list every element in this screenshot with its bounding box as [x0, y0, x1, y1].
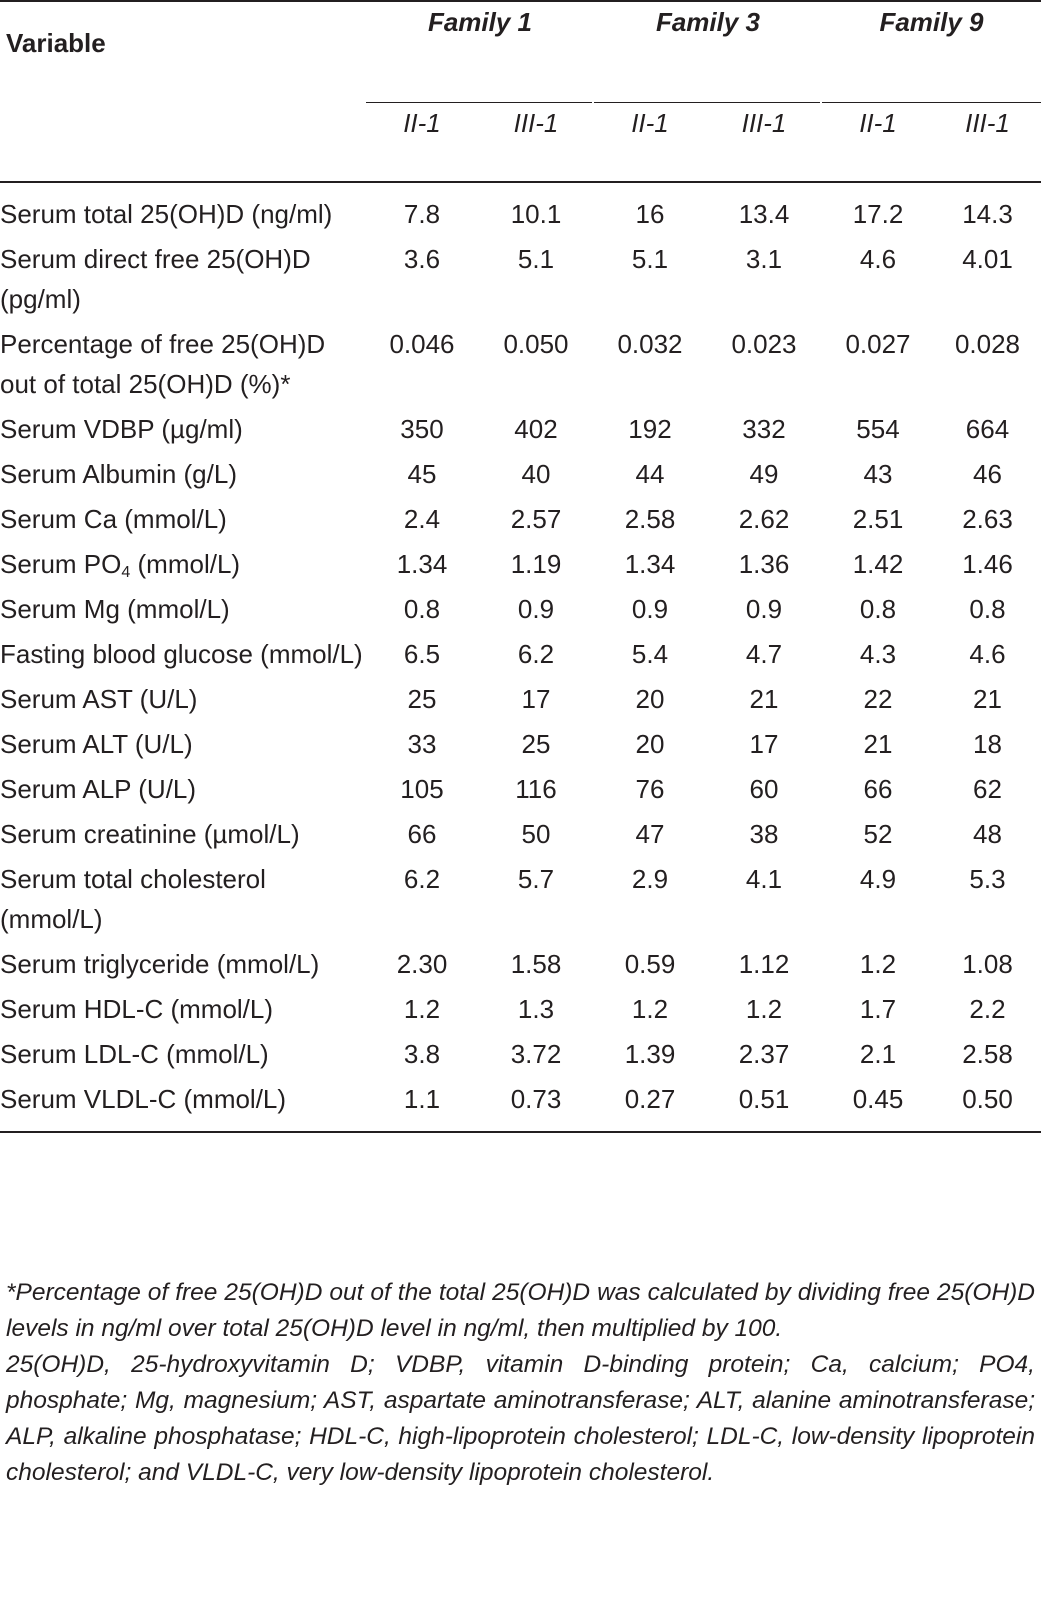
table-cell: 4.6: [859, 244, 897, 274]
table-cell: 2.1: [859, 1039, 897, 1069]
table-cell: 6.2: [517, 639, 555, 669]
family-9-underline: [822, 102, 1041, 103]
table-cell: 52: [863, 819, 893, 849]
table-cell: 17: [749, 729, 779, 759]
table-row: [0, 634, 1041, 679]
table-cell: 332: [742, 414, 786, 444]
table-cell: 0.027: [845, 329, 911, 359]
row-label-subscript: 4: [121, 564, 131, 581]
table-cell: 1.2: [631, 994, 669, 1024]
footnote-abbreviations: 25(OH)D, 25-hydroxyvitamin D; VDBP, vitamin D-binding protein; Ca, calcium; PO4, phosphate; Mg, magnesium; AST, aspartate aminotransferase; ALT, alanine aminotransferase; ALP, alkaline phosphatase; HDL-C, high-lipoprotein cholesterol; LDL-C, low-density lipoprotein cholesterol; and VLDL-C, very low-density lipoprotein cholesterol.: [6, 1351, 1035, 1486]
row-label-suffix: (mmol/L): [130, 549, 241, 579]
table-row: [0, 859, 1041, 944]
table-cell: 60: [749, 774, 779, 804]
table-cell: 1.7: [859, 994, 897, 1024]
table-cell: 0.27: [624, 1084, 676, 1114]
subject-header: II-1: [859, 108, 897, 138]
table-cell: 1.19: [510, 549, 562, 579]
table-cell: 0.45: [852, 1084, 904, 1114]
table-cell: 17: [521, 684, 551, 714]
table-cell: 40: [521, 459, 551, 489]
table-cell: 0.050: [503, 329, 569, 359]
table-row: [0, 944, 1041, 989]
row-label: Serum VDBP (µg/ml): [0, 414, 243, 444]
table-cell: 4.1: [745, 864, 783, 894]
subject-header: III-1: [513, 108, 559, 138]
table-cell: 5.4: [631, 639, 669, 669]
table-cell: 0.8: [859, 594, 897, 624]
table-cell: 44: [635, 459, 665, 489]
table-row: [0, 1079, 1041, 1132]
table-cell: 0.51: [738, 1084, 790, 1114]
table-row: [0, 724, 1041, 769]
row-label: [0, 544, 366, 589]
table-cell: 4.7: [745, 639, 783, 669]
table-cell: 45: [407, 459, 437, 489]
table-cell: 6.5: [403, 639, 441, 669]
table-cell: 2.37: [738, 1039, 790, 1069]
row-label: Serum Ca (mmol/L): [0, 504, 227, 534]
footnote-asterisk: *Percentage of free 25(OH)D out of the total 25(OH)D was calculated by dividing free 25(OH)D levels in ng/ml over total 25(OH)D level in ng/ml, then multiplied by 100.: [6, 1279, 1035, 1342]
table-cell: 25: [407, 684, 437, 714]
table-row: [0, 544, 1041, 589]
row-label: Serum Mg (mmol/L): [0, 594, 230, 624]
table-cell: 43: [863, 459, 893, 489]
table-cell: 0.9: [517, 594, 555, 624]
table-cell: 38: [749, 819, 779, 849]
table-cell: 4.01: [962, 244, 1013, 274]
table-row: [0, 454, 1041, 499]
table-cell: 14.3: [962, 199, 1013, 229]
table-cell: 1.1: [403, 1084, 441, 1114]
table-row: [0, 769, 1041, 814]
table-cell: 76: [635, 774, 665, 804]
table-cell: 1.2: [745, 994, 783, 1024]
table-cell: 4.9: [859, 864, 897, 894]
family-1-label: Family 1: [427, 7, 533, 37]
table-cell: 2.30: [396, 949, 448, 979]
table-cell: 0.046: [389, 329, 455, 359]
table-row: [0, 499, 1041, 544]
table-cell: 1.46: [962, 549, 1013, 579]
table-cell: 21: [863, 729, 893, 759]
table-cell: 2.63: [962, 504, 1013, 534]
table-cell: 5.3: [969, 864, 1006, 894]
table-cell: 48: [973, 819, 1002, 849]
table-cell: 5.7: [517, 864, 555, 894]
row-label: Percentage of free 25(OH)D out of total 25(OH)D (%)*: [0, 329, 326, 399]
row-label: Serum creatinine (µmol/L): [0, 819, 300, 849]
family-9-header: [822, 1, 1041, 103]
table-cell: 116: [515, 774, 557, 804]
table-cell: 66: [863, 774, 893, 804]
table-cell: 47: [635, 819, 665, 849]
table-cell: 2.2: [969, 994, 1006, 1024]
table-cell: 0.8: [969, 594, 1006, 624]
table-cell: 0.028: [954, 329, 1021, 359]
row-label: Serum ALT (U/L): [0, 729, 193, 759]
family-3-header: [594, 1, 822, 103]
family-1-header: [366, 1, 594, 103]
table-cell: 0.023: [731, 329, 797, 359]
table-cell: 49: [749, 459, 779, 489]
row-label: Serum total cholesterol (mmol/L): [0, 864, 266, 934]
table-cell: 1.08: [962, 949, 1013, 979]
table-cell: 1.36: [738, 549, 790, 579]
row-label: Serum direct free 25(OH)D (pg/ml): [0, 244, 311, 314]
table-cell: 2.62: [738, 504, 790, 534]
table-cell: 22: [863, 684, 893, 714]
table-cell: 1.39: [624, 1039, 676, 1069]
row-label: Serum total 25(OH)D (ng/ml): [0, 199, 333, 229]
table-cell: 2.9: [631, 864, 669, 894]
table-row: [0, 679, 1041, 724]
table-cell: 0.9: [745, 594, 783, 624]
table-row: [0, 989, 1041, 1034]
table-cell: 3.1: [745, 244, 783, 274]
table-cell: 4.3: [859, 639, 897, 669]
table-row: [0, 814, 1041, 859]
header-spacer: [0, 103, 366, 182]
table-cell: 46: [973, 459, 1002, 489]
table-cell: 0.9: [631, 594, 669, 624]
table-cell: 2.4: [403, 504, 441, 534]
table-cell: 402: [514, 414, 558, 444]
row-label: Serum Albumin (g/L): [0, 459, 237, 489]
table-footnote: [6, 1275, 1035, 1491]
table-cell: 2.58: [962, 1039, 1013, 1069]
table-row: [0, 409, 1041, 454]
table-cell: 0.59: [624, 949, 676, 979]
table-row: [0, 1034, 1041, 1079]
row-label: Fasting blood glucose (mmol/L): [0, 639, 363, 669]
table-cell: 25: [521, 729, 551, 759]
table-cell: 664: [965, 414, 1010, 444]
table-row: [0, 239, 1041, 324]
table-cell: 3.8: [403, 1039, 441, 1069]
subject-header: III-1: [741, 108, 787, 138]
table-cell: 2.58: [624, 504, 676, 534]
row-label: Serum VLDL-C (mmol/L): [0, 1084, 287, 1114]
family-3-label: Family 3: [655, 7, 761, 37]
table-cell: 5.1: [631, 244, 669, 274]
family-3-underline: [594, 102, 820, 103]
subject-header: II-1: [631, 108, 669, 138]
row-label-prefix: Serum PO: [0, 549, 122, 579]
row-label: Serum ALP (U/L): [0, 774, 197, 804]
table-cell: 6.2: [403, 864, 441, 894]
table-row: [0, 589, 1041, 634]
table-cell: 7.8: [403, 199, 441, 229]
variable-header: Variable: [6, 28, 106, 58]
table-cell: 3.6: [403, 244, 441, 274]
table-cell: 192: [628, 414, 672, 444]
table-cell: 1.2: [859, 949, 897, 979]
table-cell: 13.4: [738, 199, 790, 229]
table-cell: 17.2: [852, 199, 904, 229]
table-cell: 20: [635, 684, 665, 714]
table-cell: 3.72: [510, 1039, 562, 1069]
table-cell: 4.6: [969, 639, 1006, 669]
table-cell: 21: [973, 684, 1002, 714]
table-cell: 2.51: [852, 504, 904, 534]
table-cell: 1.2: [403, 994, 441, 1024]
table-cell: 350: [400, 414, 444, 444]
table-cell: 1.42: [852, 549, 904, 579]
family-1-underline: [366, 102, 592, 103]
family-9-label: Family 9: [879, 7, 984, 37]
table-row: [0, 324, 1041, 409]
table-cell: 0.8: [403, 594, 441, 624]
row-label: Serum LDL-C (mmol/L): [0, 1039, 269, 1069]
subject-header: III-1: [965, 108, 1010, 138]
table-cell: 554: [856, 414, 900, 444]
table-cell: 1.34: [396, 549, 448, 579]
family-header-row: [0, 1, 1041, 103]
subject-header: II-1: [403, 108, 441, 138]
table-cell: 2.57: [510, 504, 562, 534]
table-cell: 18: [973, 729, 1002, 759]
table-cell: 21: [749, 684, 779, 714]
row-label: Serum triglyceride (mmol/L): [0, 949, 320, 979]
table-cell: 0.50: [962, 1084, 1013, 1114]
row-label: Serum HDL-C (mmol/L): [0, 994, 274, 1024]
table-row: [0, 182, 1041, 239]
table-cell: 66: [407, 819, 437, 849]
table-cell: 5.1: [517, 244, 555, 274]
table-cell: 105: [400, 774, 444, 804]
table-body: [0, 182, 1041, 1132]
table-cell: 16: [635, 199, 665, 229]
table-cell: 0.73: [510, 1084, 562, 1114]
table-cell: 1.3: [517, 994, 555, 1024]
table-cell: 10.1: [510, 199, 562, 229]
row-label: Serum AST (U/L): [0, 684, 198, 714]
table-cell: 1.34: [624, 549, 676, 579]
table-cell: 62: [973, 774, 1002, 804]
subject-header-row: [0, 103, 1041, 182]
table-cell: 1.12: [738, 949, 790, 979]
table-cell: 1.58: [510, 949, 562, 979]
table-cell: 50: [521, 819, 551, 849]
table-cell: 0.032: [617, 329, 683, 359]
table-cell: 20: [635, 729, 665, 759]
table-cell: 33: [407, 729, 437, 759]
